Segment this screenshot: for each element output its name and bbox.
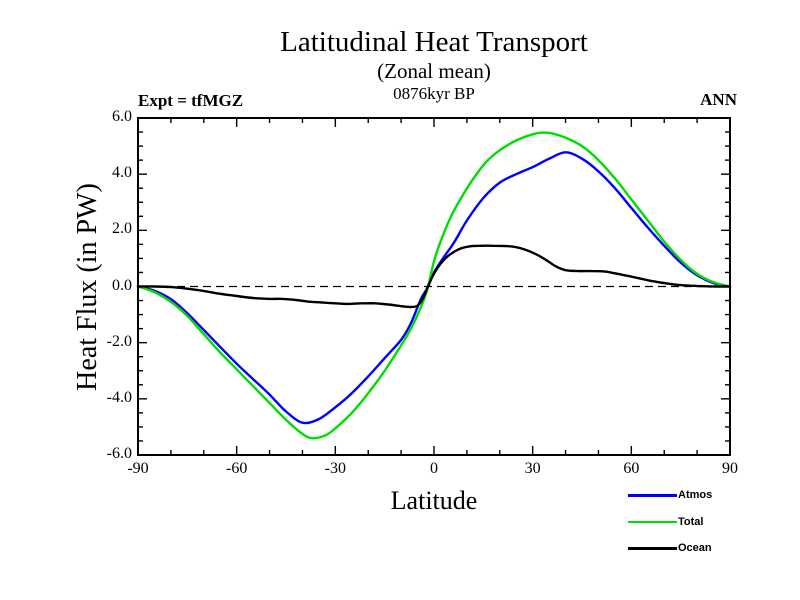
legend-item-ocean xyxy=(628,535,712,562)
x-tick-label: 60 xyxy=(623,460,640,477)
series-line-ocean xyxy=(138,246,730,307)
x-tick-label: 0 xyxy=(430,460,438,477)
legend-line-total xyxy=(628,521,677,524)
legend-item-atmos xyxy=(628,482,712,509)
y-tick-label: 0.0 xyxy=(112,276,132,294)
legend xyxy=(628,482,712,562)
y-tick-label: 2.0 xyxy=(112,220,132,238)
legend-item-total xyxy=(628,509,712,536)
legend-line-atmos xyxy=(628,494,677,497)
series-line-total xyxy=(138,133,730,439)
y-tick-label: -4.0 xyxy=(106,388,132,406)
y-tick-label: 4.0 xyxy=(112,164,132,182)
legend-label: Total xyxy=(678,515,704,528)
legend-label: Atmos xyxy=(678,489,713,502)
season-label: ANN xyxy=(700,90,737,109)
y-tick-label: -6.0 xyxy=(106,445,132,462)
x-tick-label: -90 xyxy=(127,460,149,477)
y-tick-label: -2.0 xyxy=(106,332,132,350)
x-tick-label: 90 xyxy=(722,460,738,477)
time-label: 0876kyr BP xyxy=(393,84,475,103)
legend-label: Ocean xyxy=(678,542,712,555)
x-tick-label: 30 xyxy=(524,460,541,477)
x-axis-title: Latitude xyxy=(390,486,478,515)
y-axis-title: Heat Flux (in PW) xyxy=(72,183,103,391)
chart-subtitle: (Zonal mean) xyxy=(377,59,491,83)
experiment-label: Expt = tfMGZ xyxy=(138,91,244,110)
x-tick-label: -60 xyxy=(225,460,248,477)
legend-line-ocean xyxy=(628,547,677,550)
series-line-atmos xyxy=(138,152,730,423)
x-tick-label: -30 xyxy=(324,460,346,477)
chart-title: Latitudinal Heat Transport xyxy=(280,26,588,58)
y-tick-label: 6.0 xyxy=(112,108,132,125)
